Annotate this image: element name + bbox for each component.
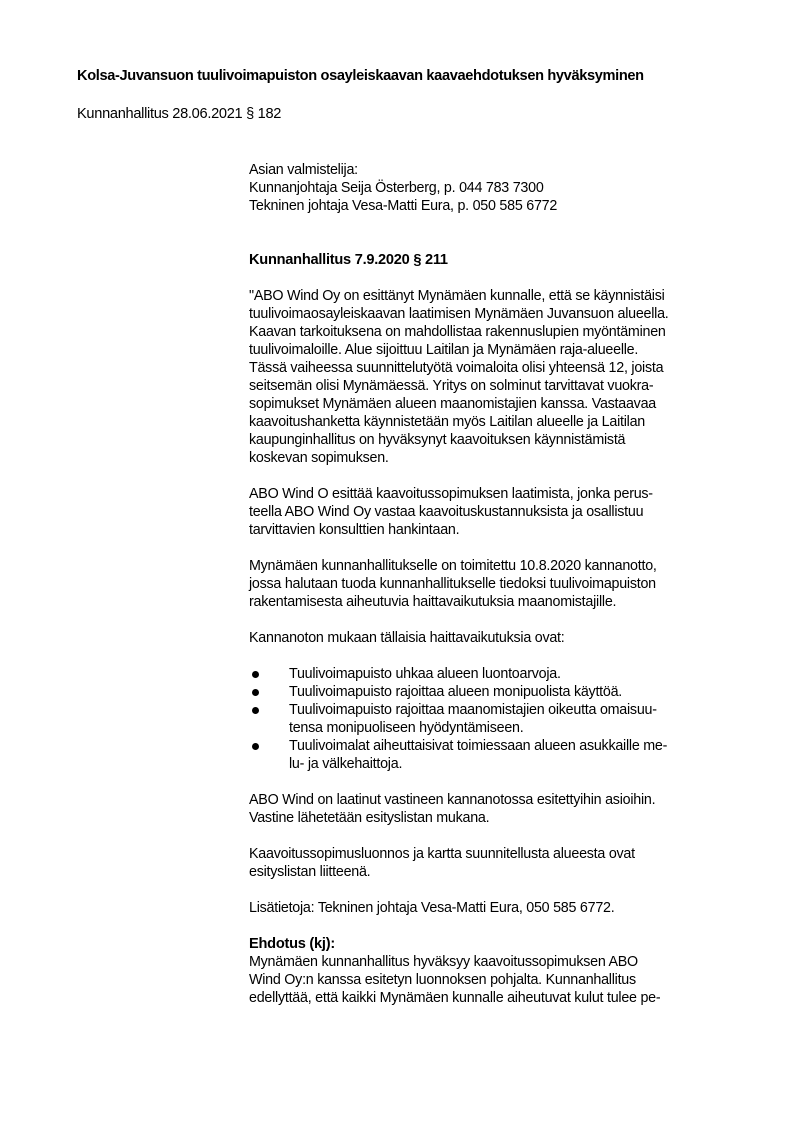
text-line: edellyttää, että kaikki Mynämäen kunnalle aiheutuvat kulut tulee pe- bbox=[249, 990, 661, 1006]
bullet-icon bbox=[252, 707, 259, 714]
text-line: esityslistan liitteenä. bbox=[249, 864, 371, 880]
impact-list bbox=[249, 665, 739, 773]
proposal-heading: Ehdotus (kj): bbox=[249, 936, 335, 952]
text-line: sopimukset Mynämäen alueen maanomistajien kanssa. Vastaavaa bbox=[249, 396, 656, 412]
paragraph-5 bbox=[249, 791, 739, 827]
text-line: "ABO Wind Oy on esittänyt Mynämäen kunnalle, että se käynnistäisi bbox=[249, 288, 665, 304]
text-line: Mynämäen kunnanhallitus hyväksyy kaavoitussopimuksen ABO bbox=[249, 954, 638, 970]
document-body bbox=[249, 161, 739, 1007]
preparers-label: Asian valmistelija: bbox=[249, 162, 358, 178]
list-item bbox=[249, 665, 739, 683]
text-line: kaavoitushanketta käynnistetään myös Laitilan alueelle ja Laitilan bbox=[249, 414, 645, 430]
text-line: tensa monipuoliseen hyödyntämiseen. bbox=[289, 720, 524, 736]
text-line: Tuulivoimapuisto rajoittaa maanomistajien oikeutta omaisuu- bbox=[289, 702, 657, 718]
proposal-text bbox=[249, 953, 739, 1007]
bullet-icon bbox=[252, 743, 259, 750]
text-line: Mynämäen kunnanhallitukselle on toimitettu 10.8.2020 kannanotto, bbox=[249, 558, 657, 574]
list-item bbox=[249, 701, 739, 737]
text-line: jossa halutaan tuoda kunnanhallitukselle tiedoksi tuulivoimapuiston bbox=[249, 576, 656, 592]
document-title: Kolsa-Juvansuon tuulivoimapuiston osayleiskaavan kaavaehdotuksen hyväksyminen bbox=[77, 68, 644, 84]
text-line: Tuulivoimapuisto rajoittaa alueen monipuolista käyttöä. bbox=[289, 684, 623, 700]
text-line: lu- ja välkehaittoja. bbox=[289, 756, 403, 772]
preparers-block bbox=[249, 161, 739, 215]
paragraph-1 bbox=[249, 287, 739, 467]
paragraph-2 bbox=[249, 485, 739, 539]
paragraph-4: Kannanoton mukaan tällaisia haittavaikutuksia ovat: bbox=[249, 630, 565, 646]
text-line: Wind Oy:n kanssa esitetyn luonnoksen pohjalta. Kunnanhallitus bbox=[249, 972, 636, 988]
text-line: Tässä vaiheessa suunnittelutyötä voimaloita olisi yhteensä 12, joista bbox=[249, 360, 664, 376]
bullet-icon bbox=[252, 689, 259, 696]
list-item bbox=[249, 737, 739, 773]
meeting-reference: Kunnanhallitus 28.06.2021 § 182 bbox=[77, 106, 282, 122]
text-line: koskevan sopimuksen. bbox=[249, 450, 389, 466]
bullet-icon bbox=[252, 671, 259, 678]
preparer-line: Kunnanjohtaja Seija Österberg, p. 044 783 7300 bbox=[249, 180, 544, 196]
text-line: Kaavan tarkoituksena on mahdollistaa rakennuslupien myöntäminen bbox=[249, 324, 666, 340]
text-line: tarvittavien konsulttien hankintaan. bbox=[249, 522, 460, 538]
text-line: rakentamisesta aiheutuvia haittavaikutuksia maanomistajille. bbox=[249, 594, 617, 610]
text-line: Vastine lähetetään esityslistan mukana. bbox=[249, 810, 490, 826]
paragraph-3 bbox=[249, 557, 739, 611]
paragraph-7: Lisätietoja: Tekninen johtaja Vesa-Matti Eura, 050 585 6772. bbox=[249, 900, 615, 916]
text-line: ABO Wind on laatinut vastineen kannanotossa esitettyihin asioihin. bbox=[249, 792, 656, 808]
text-line: ABO Wind O esittää kaavoitussopimuksen laatimista, jonka perus- bbox=[249, 486, 653, 502]
paragraph-6 bbox=[249, 845, 739, 881]
list-item bbox=[249, 683, 739, 701]
preparer-line: Tekninen johtaja Vesa-Matti Eura, p. 050 585 6772 bbox=[249, 198, 558, 214]
text-line: tuulivoimaloille. Alue sijoittuu Laitilan ja Mynämäen raja-alueelle. bbox=[249, 342, 639, 358]
text-line: seitsemän olisi Mynämäessä. Yritys on solminut tarvittavat vuokra- bbox=[249, 378, 654, 394]
text-line: Tuulivoimapuisto uhkaa alueen luontoarvoja. bbox=[289, 666, 561, 682]
section-heading: Kunnanhallitus 7.9.2020 § 211 bbox=[249, 252, 448, 268]
text-line: Tuulivoimalat aiheuttaisivat toimiessaan alueen asukkaille me- bbox=[289, 738, 668, 754]
text-line: Kaavoitussopimusluonnos ja kartta suunnitellusta alueesta ovat bbox=[249, 846, 635, 862]
text-line: teella ABO Wind Oy vastaa kaavoituskustannuksista ja osallistuu bbox=[249, 504, 644, 520]
text-line: tuulivoimaosayleiskaavan laatimisen Mynämäen Juvansuon alueella. bbox=[249, 306, 669, 322]
text-line: kaupunginhallitus on hyväksynyt kaavoituksen käynnistämistä bbox=[249, 432, 626, 448]
